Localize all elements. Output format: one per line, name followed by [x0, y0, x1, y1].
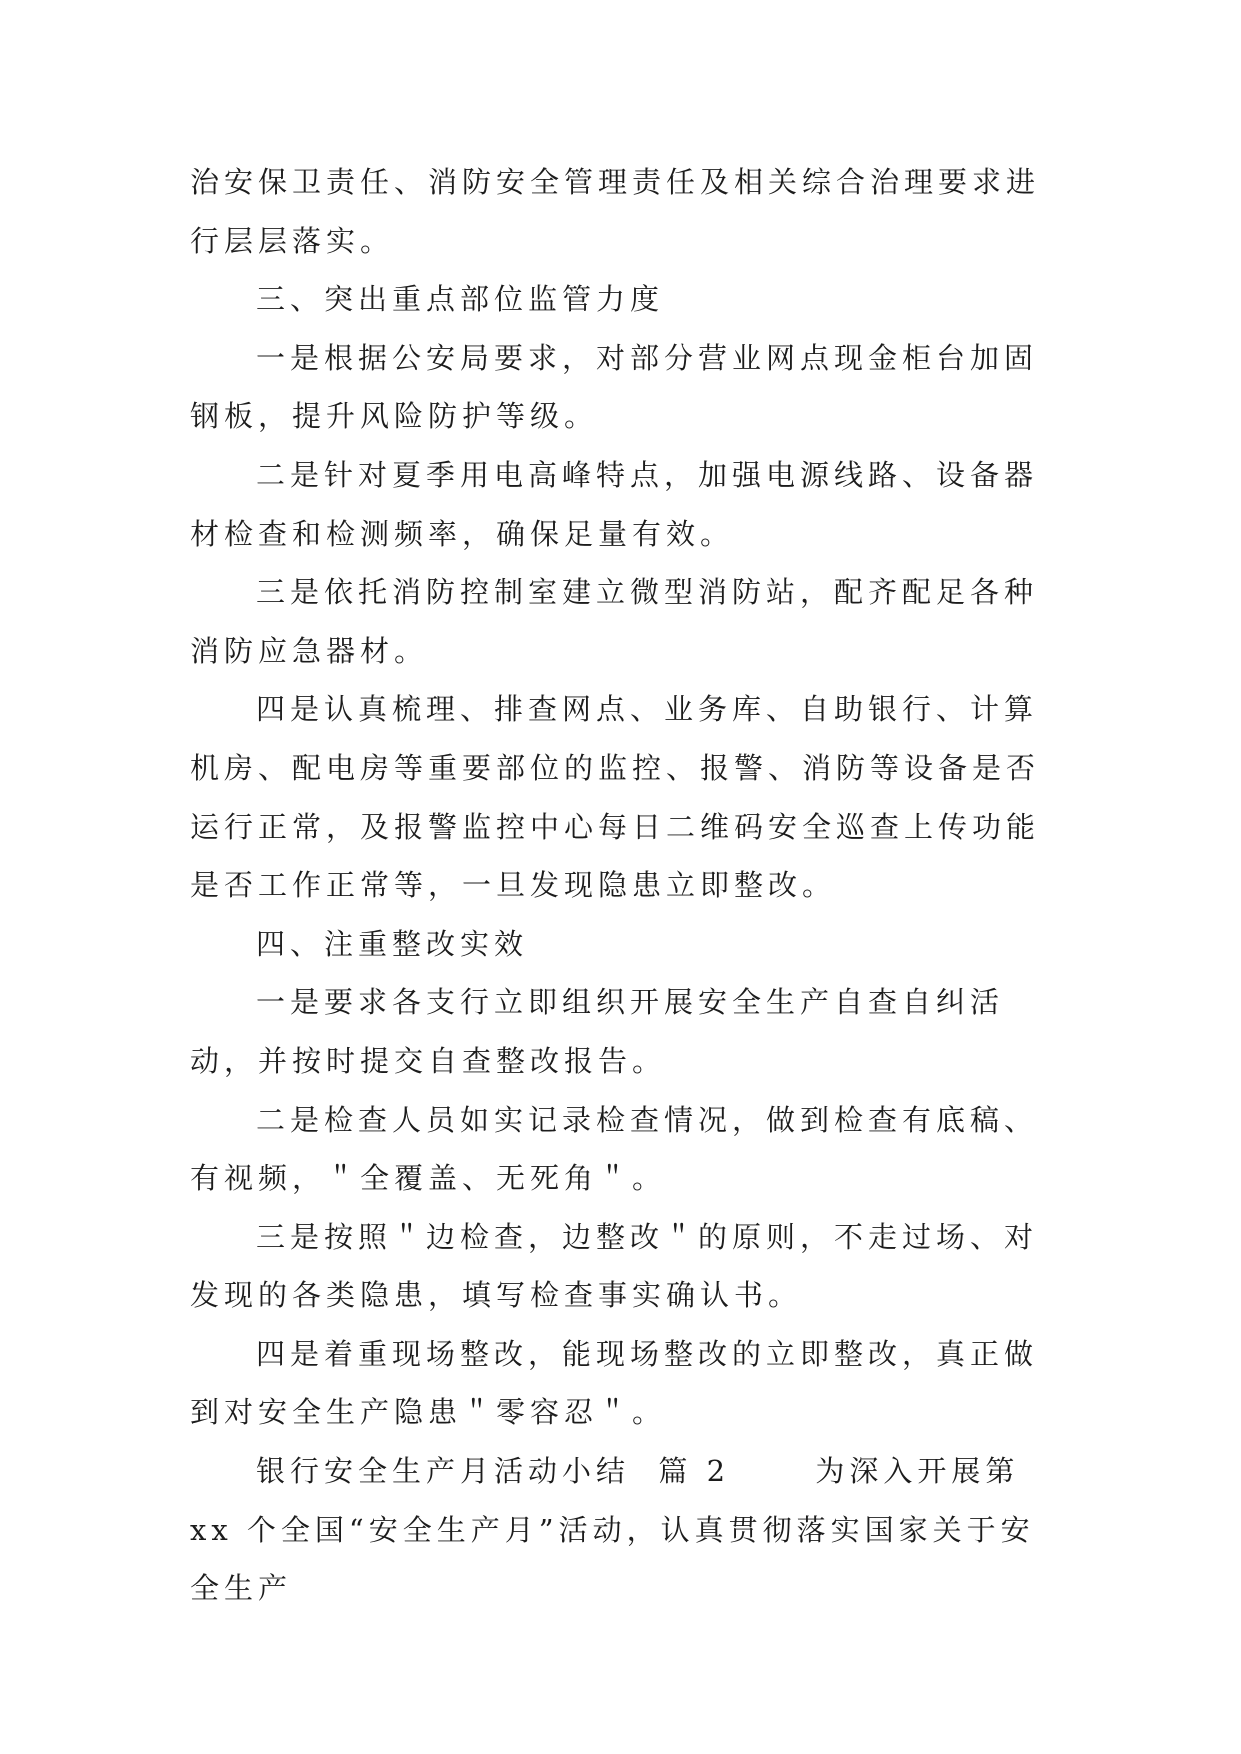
paragraph-item-4: 四是认真梳理、排查网点、业务库、自助银行、计算机房、配电房等重要部位的监控、报警、消防等设备是否运行正常，及报警监控中心每日二维码安全巡查上传功能是否工作正常等，一旦发现隐患立即整改。 [190, 692, 1041, 903]
section-heading-rectification: 四、注重整改实效 [256, 926, 529, 961]
paragraph-item-8: 四是着重现场整改，能现场整改的立即整改，真正做到对安全生产隐患＂零容忍＂。 [190, 1336, 1039, 1430]
paragraph-item-5: 一是要求各支行立即组织开展安全生产自查自纠活动，并按时提交自查整改报告。 [190, 985, 1005, 1078]
paragraph-item-1: 一是根据公安局要求，对部分营业网点现金柜台加固钢板，提升风险防护等级。 [190, 340, 1039, 434]
paragraph-responsibility: 治安保卫责任、消防安全管理责任及相关综合治理要求进行层层落实。 [190, 165, 1041, 258]
paragraph-item-7: 三是按照＂边检查，边整改＂的原则，不走过场、对发现的各类隐患，填写检查事实确认书。 [190, 1219, 1039, 1313]
section-heading-key-areas: 三、突出重点部位监管力度 [256, 282, 665, 317]
document-body [190, 153, 1050, 1618]
paragraph-item-2: 二是针对夏季用电高峰特点，加强电源线路、设备器材检查和检测频率，确保足量有效。 [190, 457, 1039, 551]
paragraph-item-3: 三是依托消防控制室建立微型消防站，配齐配足各种消防应急器材。 [190, 575, 1039, 668]
paragraph-item-6: 二是检查人员如实记录检查情况，做到检查有底稿、有视频，＂全覆盖、无死角＂。 [190, 1102, 1039, 1196]
paragraph-next-article: 银行安全生产月活动小结 篇 2 为深入开展第 xx 个全国“安全生产月”活动，认真贯彻落实国家关于安全生产 [190, 1454, 1035, 1606]
